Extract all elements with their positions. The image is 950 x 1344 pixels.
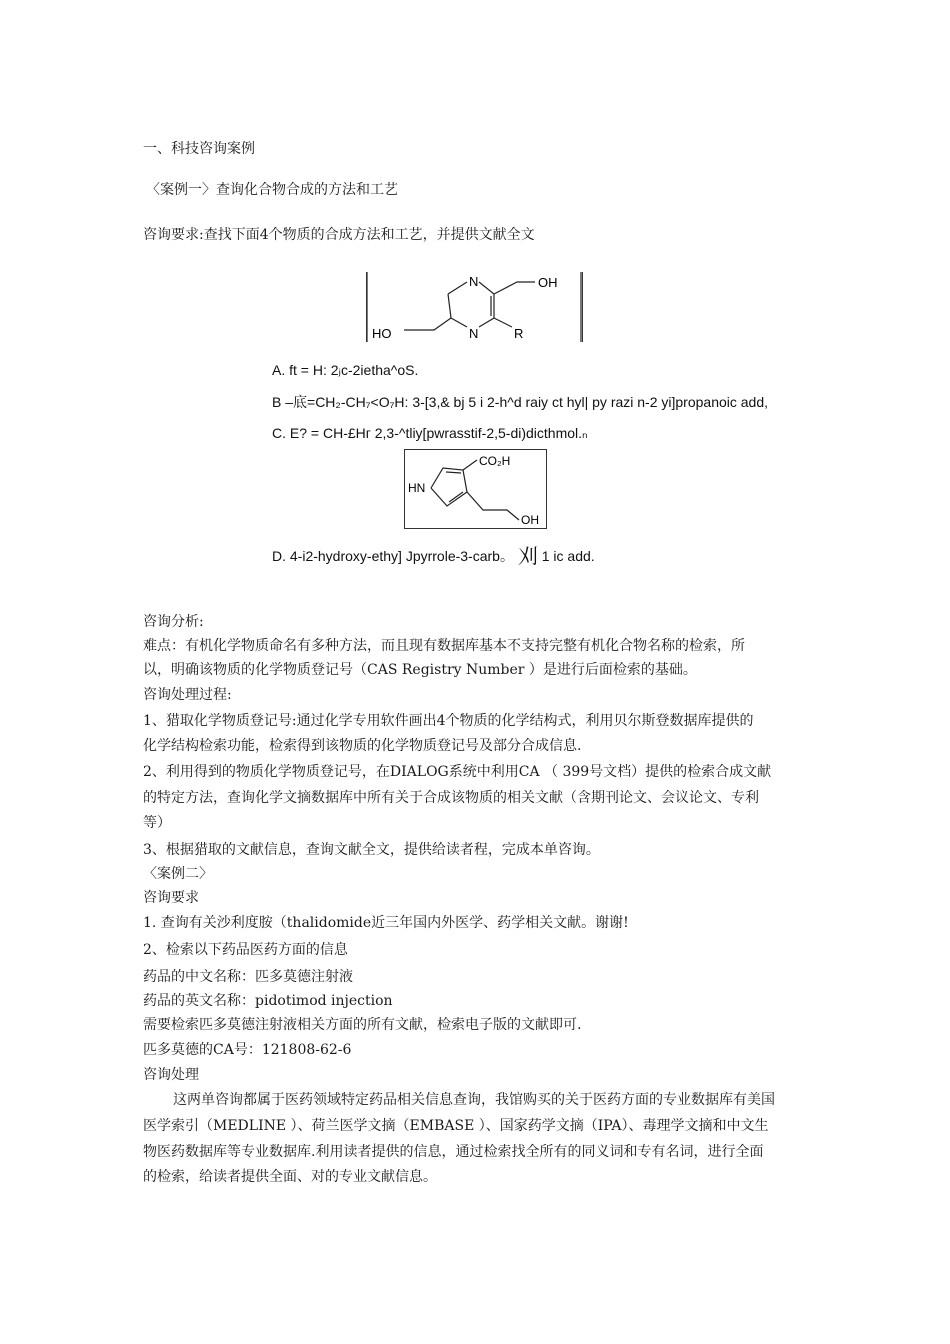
section-heading: 一、科技咨询案例 <box>143 141 255 157</box>
step-1-line-2: 化学结构检索功能，检索得到该物质的化学物质登记号及部分合成信息. <box>143 738 582 754</box>
step-2-line-2: 的特定方法，查询化学文摘数据库中所有关于合成该物质的相关文献（含期刊论文、会议论文、专利 <box>143 790 759 806</box>
compound-d-glyph: 刈 <box>517 546 538 568</box>
request-line: 咨询要求:查找下面4个物质的合成方法和工艺，并提供文献全文 <box>143 227 535 243</box>
drug-ca-number: 匹多莫德的CA号：121808-62-6 <box>143 1042 352 1058</box>
compound-d-mid: 。 <box>499 548 514 564</box>
process-heading: 咨询处理过程: <box>143 687 232 703</box>
pyrrole-structure-svg <box>405 450 546 528</box>
step-3-line: 3、根据猎取的文献信息，查询文献全文，提供给读者程，完成本单咨询。 <box>143 842 600 858</box>
handling-heading: 咨询处理 <box>143 1067 199 1083</box>
compound-a-name: A. ft = H: 2ⱼc-2ietha^oS. <box>272 362 419 378</box>
compound-b-prefix: B <box>272 394 282 410</box>
handling-line-1: 这两单咨询都属于医药领域特定药品相关信息查询，我馆购买的关于医药方面的专业数据库有美国 <box>173 1092 775 1108</box>
case-two-item-2: 2、检索以下药品医药方面的信息 <box>143 942 348 958</box>
drug-search-need: 需要检索匹多莫德注射液相关方面的所有文献，检索电子版的文献即可. <box>143 1017 582 1033</box>
case-two-request-heading: 咨询要求 <box>143 890 199 906</box>
pyrazine-structure-svg <box>367 272 582 342</box>
pyrazine-r: R <box>514 326 524 341</box>
pyrrole-co2h: CO₂H <box>479 454 511 468</box>
pyrazine-n-bottom: N <box>469 326 479 341</box>
handling-line-3: 物医药数据库等专业数据库.利用读者提供的信息，通过检索找全所有的同义词和专有名词，进行全面 <box>143 1144 764 1160</box>
analysis-heading: 咨询分析: <box>143 614 204 630</box>
pyrazine-ho: HO <box>372 326 392 341</box>
compound-d-name <box>272 547 595 566</box>
compound-c-name: C. E? = CH-£Hг 2,3-^tliy[pwrasstif-2,5-di)dicthmol.ₙ <box>272 425 588 441</box>
case-two-heading: 〈案例二〉 <box>143 866 213 882</box>
step-2-line-1: 2、利用得到的物质化学物质登记号，在DIALOG系统中利用CA （ 399号文档）提供的检索合成文献 <box>143 764 772 780</box>
pyrazine-oh: OH <box>538 275 558 290</box>
step-2-line-3: 等） <box>143 815 171 831</box>
compound-d-suffix: 1 ic add. <box>541 548 595 564</box>
handling-line-4: 的检索，给读者提供全面、对的专业文献信息。 <box>143 1169 437 1185</box>
structure-figure-pyrrole <box>404 449 547 529</box>
pyrazine-n-top: N <box>469 274 479 289</box>
structure-figure-pyrazine <box>366 272 583 342</box>
handling-line-2: 医学索引（MEDLINE ）、荷兰医学文摘（EMBASE ）、国家药学文摘（IPA）、毒理学文摘和中文生 <box>143 1118 769 1134</box>
difficulty-line-2: 以，明确该物质的化学物质登记号（CAS Registry Number ）是进行后面检索的基础。 <box>143 662 697 678</box>
pyrrole-hn: HN <box>408 481 426 495</box>
drug-english-name: 药品的英文名称：pidotimod injection <box>143 993 393 1009</box>
case-one-heading: 〈案例一〉查询化合物合成的方法和工艺 <box>146 182 398 198</box>
step-1-line-1: 1、猎取化学物质登记号:通过化学专用软件画出4个物质的化学结构式，利用贝尔斯登数据库提供的 <box>143 713 754 729</box>
pyrrole-oh: OH <box>521 513 539 527</box>
compound-d-prefix: D. 4-i2-hydroxy-ethy] Jpyrrole-3-carb <box>272 548 500 564</box>
compound-b-text: –底=CH₂-CH₇<O₇H: 3-[3,& bj 5 i 2-h^d raiy ct hyl| py razi n-2 yi]propanoic add, <box>285 394 769 410</box>
drug-chinese-name: 药品的中文名称：匹多莫德注射液 <box>143 969 353 985</box>
compound-b-name <box>272 393 768 411</box>
case-two-item-1: 1. 查询有关沙利度胺（thalidomide近三年国内外医学、药学相关文献。谢谢! <box>143 915 629 931</box>
difficulty-line-1: 难点：有机化学物质命名有多种方法，而且现有数据库基本不支持完整有机化合物名称的检索，所 <box>143 638 745 654</box>
